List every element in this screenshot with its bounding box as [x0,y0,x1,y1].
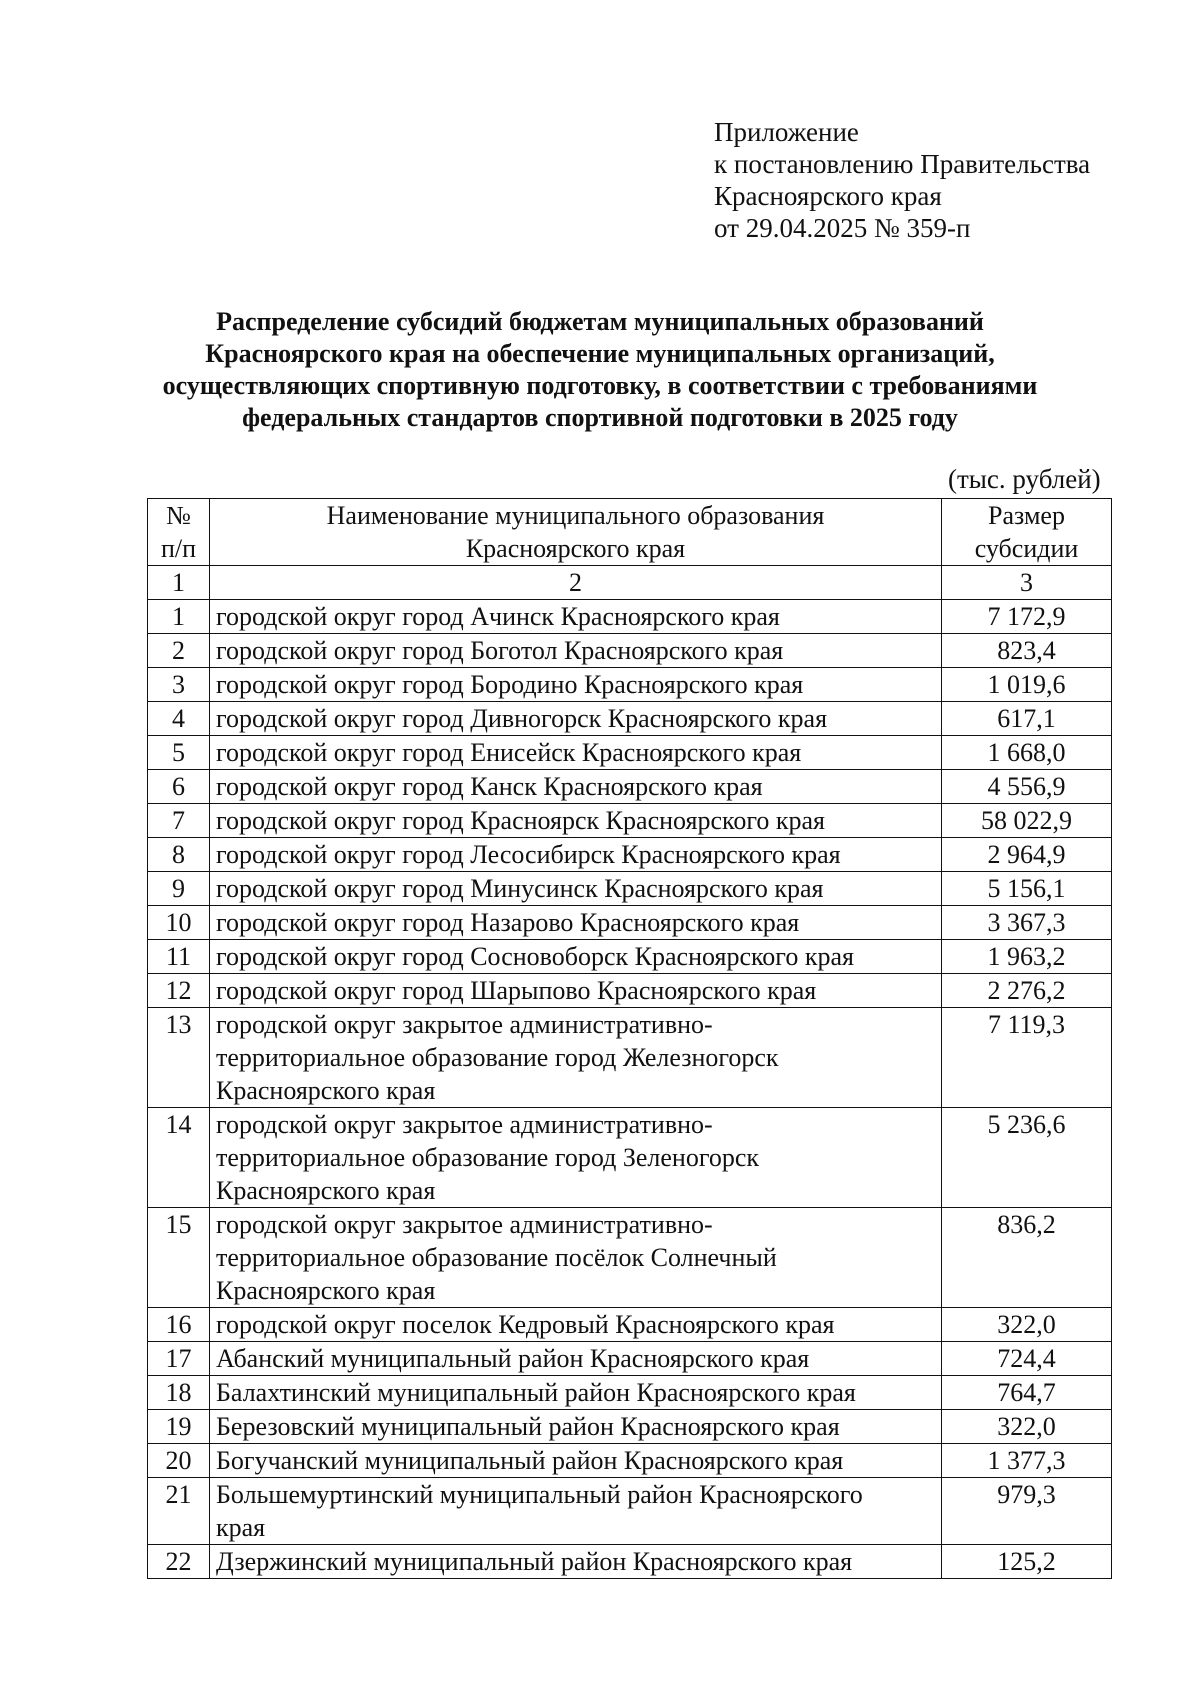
subsidy-amount: 322,0 [942,1410,1112,1444]
municipality-name-line: городской округ город Шарыпово Красноярского края [216,976,817,1005]
table-row [148,736,1112,770]
table-row [148,1376,1112,1410]
municipality-name-line: городской округ город Красноярск Красноярского края [216,806,825,835]
row-number: 12 [148,974,210,1008]
title-line: Красноярского края на обеспечение муниципальных организаций, [205,339,995,368]
municipality-name-line: городской округ город Лесосибирск Красноярского края [216,840,841,869]
table-row [148,1108,1112,1208]
municipality-name-line: городской округ закрытое административно- [216,1210,713,1239]
table-row [148,702,1112,736]
row-number: 14 [148,1108,210,1208]
row-number: 16 [148,1308,210,1342]
municipality-name [210,1376,942,1410]
subsidy-amount: 724,4 [942,1342,1112,1376]
municipality-name [210,1008,942,1108]
subsidy-amount: 58 022,9 [942,804,1112,838]
subsidy-amount: 125,2 [942,1545,1112,1579]
subsidy-amount: 979,3 [942,1478,1112,1545]
header-name-line: Наименование муниципального образования [326,501,825,530]
subsidy-amount: 1 963,2 [942,940,1112,974]
table-row [148,906,1112,940]
table-row [148,940,1112,974]
subsidy-amount: 1 377,3 [942,1444,1112,1478]
header-name [210,499,942,566]
units-label: (тыс. рублей) [948,464,1101,494]
header-value-line: Размер [988,501,1065,530]
subsidy-amount: 617,1 [942,702,1112,736]
subsidy-amount: 836,2 [942,1208,1112,1308]
municipality-name-line: городской округ поселок Кедровый Красноярского края [216,1310,835,1339]
appendix-line: от 29.04.2025 № 359-п [714,213,971,243]
table-row [148,668,1112,702]
municipality-name-line: городской округ город Канск Красноярского края [216,772,763,801]
header-number-line: п/п [160,534,197,563]
table-row [148,1342,1112,1376]
title-line: федеральных стандартов спортивной подготовки в 2025 году [242,403,958,432]
municipality-name [210,702,942,736]
table-row [148,1308,1112,1342]
municipality-name [210,770,942,804]
municipality-name [210,1208,942,1308]
municipality-name [210,1308,942,1342]
municipality-name-line: территориальное образование город Зеленогорск [216,1143,760,1172]
row-number: 4 [148,702,210,736]
row-number: 20 [148,1444,210,1478]
table-row [148,1410,1112,1444]
municipality-name [210,1545,942,1579]
municipality-name-line: Большемуртинский муниципальный район Красноярского [216,1480,863,1509]
table-row [148,872,1112,906]
row-number: 3 [148,668,210,702]
municipality-name [210,600,942,634]
document-title [130,306,1070,434]
municipality-name-line: Балахтинский муниципальный район Красноярского края [216,1378,856,1407]
subsidy-amount: 7 172,9 [942,600,1112,634]
row-number: 21 [148,1478,210,1545]
appendix-line: Приложение [714,117,859,147]
municipality-name [210,1342,942,1376]
municipality-name-line: Красноярского края [216,1176,436,1205]
municipality-name-line: Красноярского края [216,1076,436,1105]
row-number: 11 [148,940,210,974]
municipality-name-line: городской округ город Сосновоборск Красноярского края [216,942,854,971]
row-number: 17 [148,1342,210,1376]
municipality-name [210,838,942,872]
municipality-name [210,906,942,940]
row-number: 18 [148,1376,210,1410]
municipality-name [210,872,942,906]
appendix-line: к постановлению Правительства [714,149,1091,179]
row-number: 5 [148,736,210,770]
subsidy-amount: 764,7 [942,1376,1112,1410]
row-number: 9 [148,872,210,906]
subsidy-amount: 7 119,3 [942,1008,1112,1108]
municipality-name [210,804,942,838]
table-row [148,634,1112,668]
header-value [942,499,1112,566]
table-row [148,770,1112,804]
subsidy-amount: 1 019,6 [942,668,1112,702]
municipality-name-line: городской округ закрытое административно- [216,1010,713,1039]
header-number-line: № [166,501,191,530]
subsidy-amount: 3 367,3 [942,906,1112,940]
row-number: 13 [148,1008,210,1108]
title-line: осуществляющих спортивную подготовку, в соответствии с требованиями [162,371,1038,400]
subsidy-amount: 2 964,9 [942,838,1112,872]
table-row [148,1444,1112,1478]
row-number: 2 [148,634,210,668]
table-row [148,838,1112,872]
municipality-name-line: городской округ закрытое административно- [216,1110,713,1139]
municipality-name [210,1478,942,1545]
subsidy-amount: 4 556,9 [942,770,1112,804]
municipality-name-line: Красноярского края [216,1276,436,1305]
municipality-name-line: Дзержинский муниципальный район Красноярского края [216,1547,853,1576]
municipality-name-line: городской округ город Боготол Красноярского края [216,636,784,665]
municipality-name-line: Богучанский муниципальный район Красноярского края [216,1446,844,1475]
subsidy-amount: 2 276,2 [942,974,1112,1008]
column-number-cell: 1 [148,566,210,600]
municipality-name-line: городской округ город Дивногорск Красноярского края [216,704,828,733]
row-number: 1 [148,600,210,634]
municipality-name [210,940,942,974]
subsidy-amount: 5 236,6 [942,1108,1112,1208]
subsidy-amount: 5 156,1 [942,872,1112,906]
table-row [148,1478,1112,1545]
row-number: 7 [148,804,210,838]
municipality-name-line: Абанский муниципальный район Красноярского края [216,1344,810,1373]
column-number-cell: 3 [942,566,1112,600]
header-value-line: субсидии [974,534,1079,563]
row-number: 6 [148,770,210,804]
row-number: 15 [148,1208,210,1308]
municipality-name-line: городской округ город Бородино Красноярского края [216,670,804,699]
municipality-name-line: Березовский муниципальный район Красноярского края [216,1412,840,1441]
municipality-name-line: территориальное образование город Железногорск [216,1043,779,1072]
subsidy-amount: 1 668,0 [942,736,1112,770]
table-row [148,600,1112,634]
municipality-name [210,634,942,668]
row-number: 19 [148,1410,210,1444]
row-number: 10 [148,906,210,940]
appendix-block [714,116,1090,244]
municipality-name-line: городской округ город Назарово Красноярского края [216,908,800,937]
subsidy-amount: 322,0 [942,1308,1112,1342]
municipality-name-line: городской округ город Минусинск Красноярского края [216,874,824,903]
header-name-line: Красноярского края [465,534,686,563]
column-number-row [148,566,1112,600]
row-number: 8 [148,838,210,872]
title-line: Распределение субсидий бюджетам муниципальных образований [216,307,984,336]
appendix-line: Красноярского края [714,181,942,211]
municipality-name [210,974,942,1008]
table-row [148,1208,1112,1308]
municipality-name-line: территориальное образование посёлок Солнечный [216,1243,777,1272]
municipality-name [210,1410,942,1444]
column-number-cell: 2 [210,566,942,600]
municipality-name-line: городской округ город Ачинск Красноярского края [216,602,780,631]
municipality-name-line: края [216,1513,266,1542]
subsidy-table [147,498,1112,1579]
header-number [148,499,210,566]
table-row [148,1008,1112,1108]
table-header-row [148,499,1112,566]
table-row [148,804,1112,838]
municipality-name [210,668,942,702]
municipality-name [210,1444,942,1478]
table-row [148,1545,1112,1579]
row-number: 22 [148,1545,210,1579]
municipality-name [210,736,942,770]
table-row [148,974,1112,1008]
municipality-name-line: городской округ город Енисейск Красноярского края [216,738,802,767]
municipality-name [210,1108,942,1208]
subsidy-amount: 823,4 [942,634,1112,668]
